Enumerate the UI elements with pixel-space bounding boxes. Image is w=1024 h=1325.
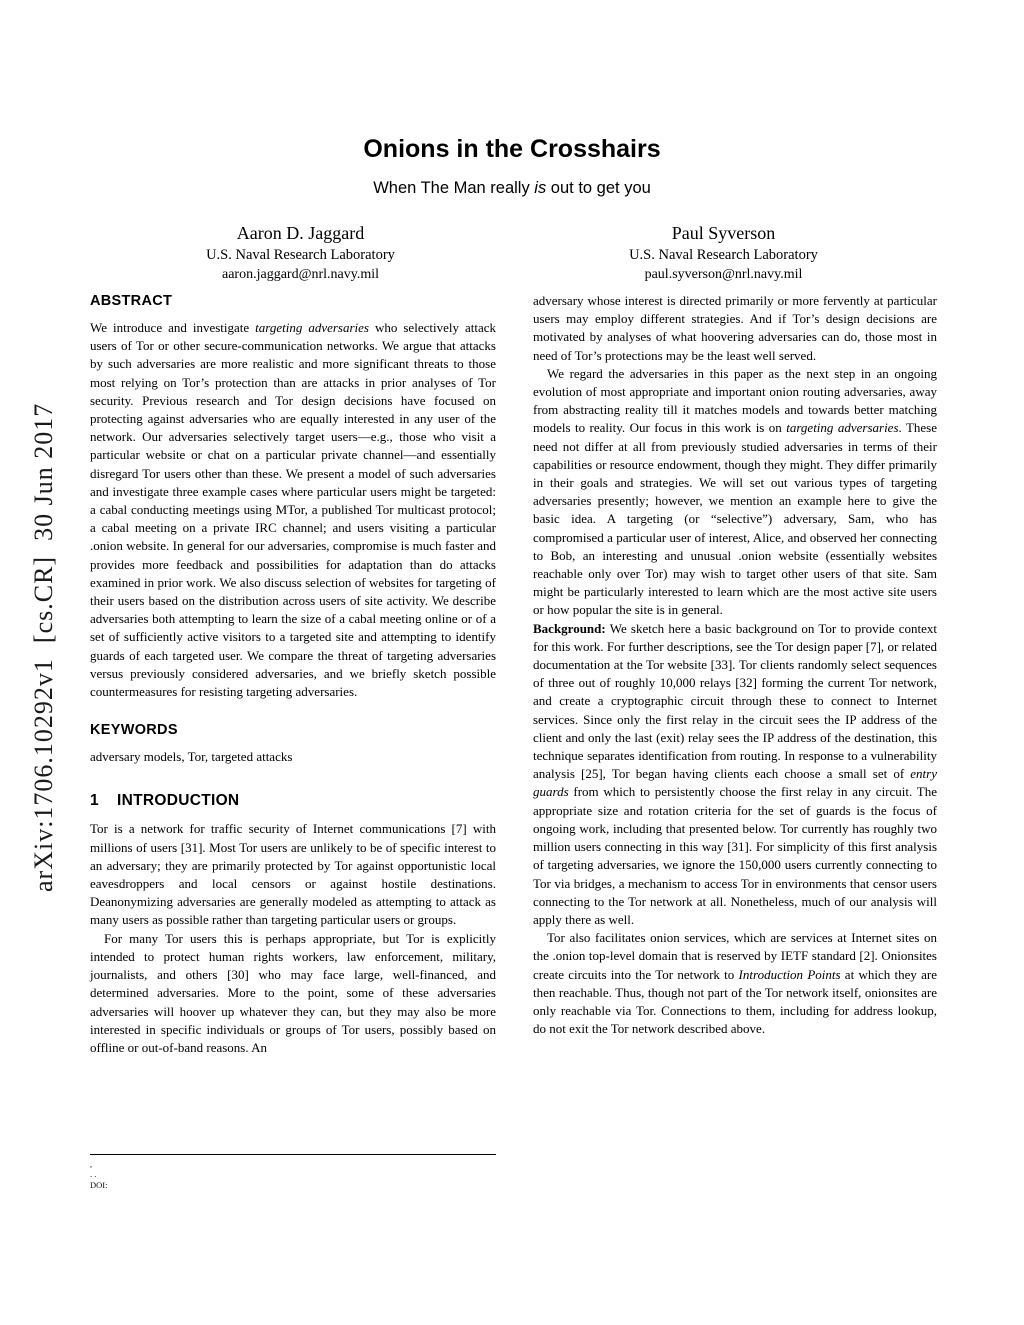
- text-run: When The Man really: [373, 179, 535, 197]
- text-run: at which they are then reachable. Thus, though not part of the Tor network itself, onionsites are only reachable via Tor. Connections to them, including for address lookup, do not exit the Tor network described above.: [533, 966, 937, 1037]
- intro-paragraph-2: For many Tor users this is perhaps appropriate, but Tor is explicitly intended to protect human rights workers, law enforcement, military, journalists, and others [30] who may face large, well-financed, and determined adversaries. More to the point, some of these adversaries adversaries will hoover up whatever they can, but they may also be more interested in specific individuals or groups of Tor users, possibly based on offline or out-of-band reasons. An: [90, 930, 496, 1055]
- paper-subtitle: [0, 178, 1024, 198]
- keywords-heading: KEYWORDS: [90, 722, 178, 739]
- text-run: targeting adversaries: [786, 420, 899, 436]
- author-2-affiliation: U.S. Naval Research Laboratory: [629, 247, 818, 263]
- text-run: is: [534, 179, 547, 197]
- author-block: [89, 222, 935, 284]
- abstract-heading: ABSTRACT: [90, 293, 173, 309]
- introduction-heading: [90, 791, 496, 811]
- footnote-rule: [90, 1154, 496, 1155]
- author-1-affiliation: U.S. Naval Research Laboratory: [206, 247, 395, 263]
- abstract-text: [90, 319, 496, 701]
- text-run: Background:: [533, 620, 606, 636]
- author-2-name: Paul Syverson: [671, 223, 776, 243]
- text-run: We regard the adversaries in this paper as the next step in an ongoing evolution of most appropriate and important onion routing adversaries, away from abstracting reality till it matches models and towards better matching models to reality. Our focus in this work is on: [533, 365, 937, 436]
- author-2: [512, 222, 935, 284]
- right-column: [533, 292, 937, 1038]
- paper-header: [0, 134, 1024, 284]
- intro-paragraph-1: Tor is a network for traffic security of Internet communications [7] with millions of users [31]. Most Tor users are unlikely to be of specific interest to an adversary; they are primarily protected by Tor against opportunistic local eavesdroppers and local censors or against hostile destinations. Deanonymizing adversaries are generally modeled as attempting to attack as many users as possible rather than targeting particular users or groups.: [90, 821, 496, 928]
- section-number: 1: [90, 792, 99, 810]
- right-paragraph-1: adversary whose interest is directed primarily or more fervently at particular users may employ different strategies. And if Tor’s design decisions are motivated by analyses of what hoovering adversaries can do, those most in need of Tor’s protections may be the least well served.: [533, 293, 937, 363]
- text-run: Tor also facilitates onion services, which are services at Internet sites on the .onion top-level domain that is reserved by IETF standard [2]. Onionsites create circuits into the Tor network to: [533, 930, 937, 982]
- arxiv-stamp: arXiv:1706.10292v1 [cs.CR] 30 Jun 2017: [29, 402, 58, 892]
- text-run: out to get you: [546, 179, 651, 197]
- text-run: We introduce and investigate: [90, 320, 256, 335]
- left-column: [90, 292, 496, 1190]
- section-title: INTRODUCTION: [117, 792, 240, 810]
- text-run: . These need not differ at all from previously studied adversaries in terms of their capabilities or resource endowment, though they might. They differ primarily in their goals and strategies. We will set out various types of targeting adversaries presently; however, we mention an example here to give the basic idea. A targeting (or “selective”) adversary, Sam, who has compromised a particular user of interest, Alice, and observed her connecting to Bob, an interesting and unusual .onion website (essentially websites reachable only over Tor) may wish to target other users of that site. Sam might be particularly interested to learn which are the most active site users or how popular the site is in general.: [533, 420, 938, 618]
- right-paragraph-2: [533, 365, 937, 620]
- footnote-doi: DOI:: [90, 1179, 108, 1190]
- footnote-line-1: ,: [90, 1158, 93, 1169]
- author-1-email: aaron.jaggard@nrl.navy.mil: [222, 267, 379, 282]
- right-paragraph-4: [533, 929, 937, 1038]
- text-run: entry guards: [533, 766, 937, 800]
- footnote-block: [90, 1154, 496, 1191]
- text-run: Introduction Points: [738, 966, 841, 982]
- background-paragraph: [533, 620, 937, 929]
- text-run: from which to persistently choose the first relay in any circuit. The appropriate size and rotation criteria for the set of guards is the focus of ongoing work, including that presented below. Tor currently has roughly two million users connecting in this way [31]. For simplicity of this first analysis of targeting adversaries, we ignore the 150,000 users currently connecting to Tor via bridges, a mechanism to access Tor in environments that censor users connecting to the Tor network at all. Nonetheless, much of our analysis will apply there as well.: [533, 784, 937, 927]
- paper-title: Onions in the Crosshairs: [363, 135, 661, 163]
- author-1-name: Aaron D. Jaggard: [236, 223, 365, 243]
- keywords-text: adversary models, Tor, targeted attacks: [90, 749, 293, 765]
- text-run: targeting adversaries: [255, 320, 369, 335]
- text-run: who selectively attack users of Tor or other secure-communication networks. We argue that attacks by such adversaries are more realistic and more significant threats to those most relying on Tor’s protection than are attacks in prior analyses of Tor security. Previous research and Tor design decisions have focused on protecting against adversaries who are equally interested in any user of the network. Our adversaries selectively target users—e.g., those who visit a particular website or chat on a particular private channel—and essentially disregard Tor users other than these. We present a model of such adversaries and investigate three example cases where particular users might be targeted: a cabal conducting meetings using MTor, a published Tor multicast protocol; a cabal meeting on a private IRC channel; and users visiting a particular .onion website. In general for our adversaries, compromise is much faster and provides more feedback and possibilities for adaptation than do attacks examined in prior work. We also discuss selection of websites for targeting of their users based on the distribution across users of site activity. We describe adversaries both attempting to learn the size of a cabal meeting online or of a set of sufficiently active visitors to a targeted site and attempting to identify guards of each targeted user. We compare the threat of targeting adversaries versus previously considered adversaries, and we briefly sketch possible countermeasures for resisting targeting adversaries.: [90, 320, 496, 700]
- author-1: [89, 222, 512, 284]
- author-2-email: paul.syverson@nrl.navy.mil: [644, 267, 803, 282]
- footnote-line-2: . .: [90, 1169, 97, 1179]
- text-run: We sketch here a basic background on Tor to provide context for this work. For further descriptions, see the Tor design paper [7], or related documentation at the Tor website [33]. Tor clients randomly select sequences of three out of roughly 10,000 relays [32] forming the current Tor network, and create a cryptographic circuit through these to connect to Internet services. Since only the first relay in the circuit sees the IP address of the client and only the last (exit) relay sees the IP address of the destination, this technique separates identification from routing. In response to a vulnerability analysis [25], Tor began having clients each choose a small set of: [533, 620, 937, 782]
